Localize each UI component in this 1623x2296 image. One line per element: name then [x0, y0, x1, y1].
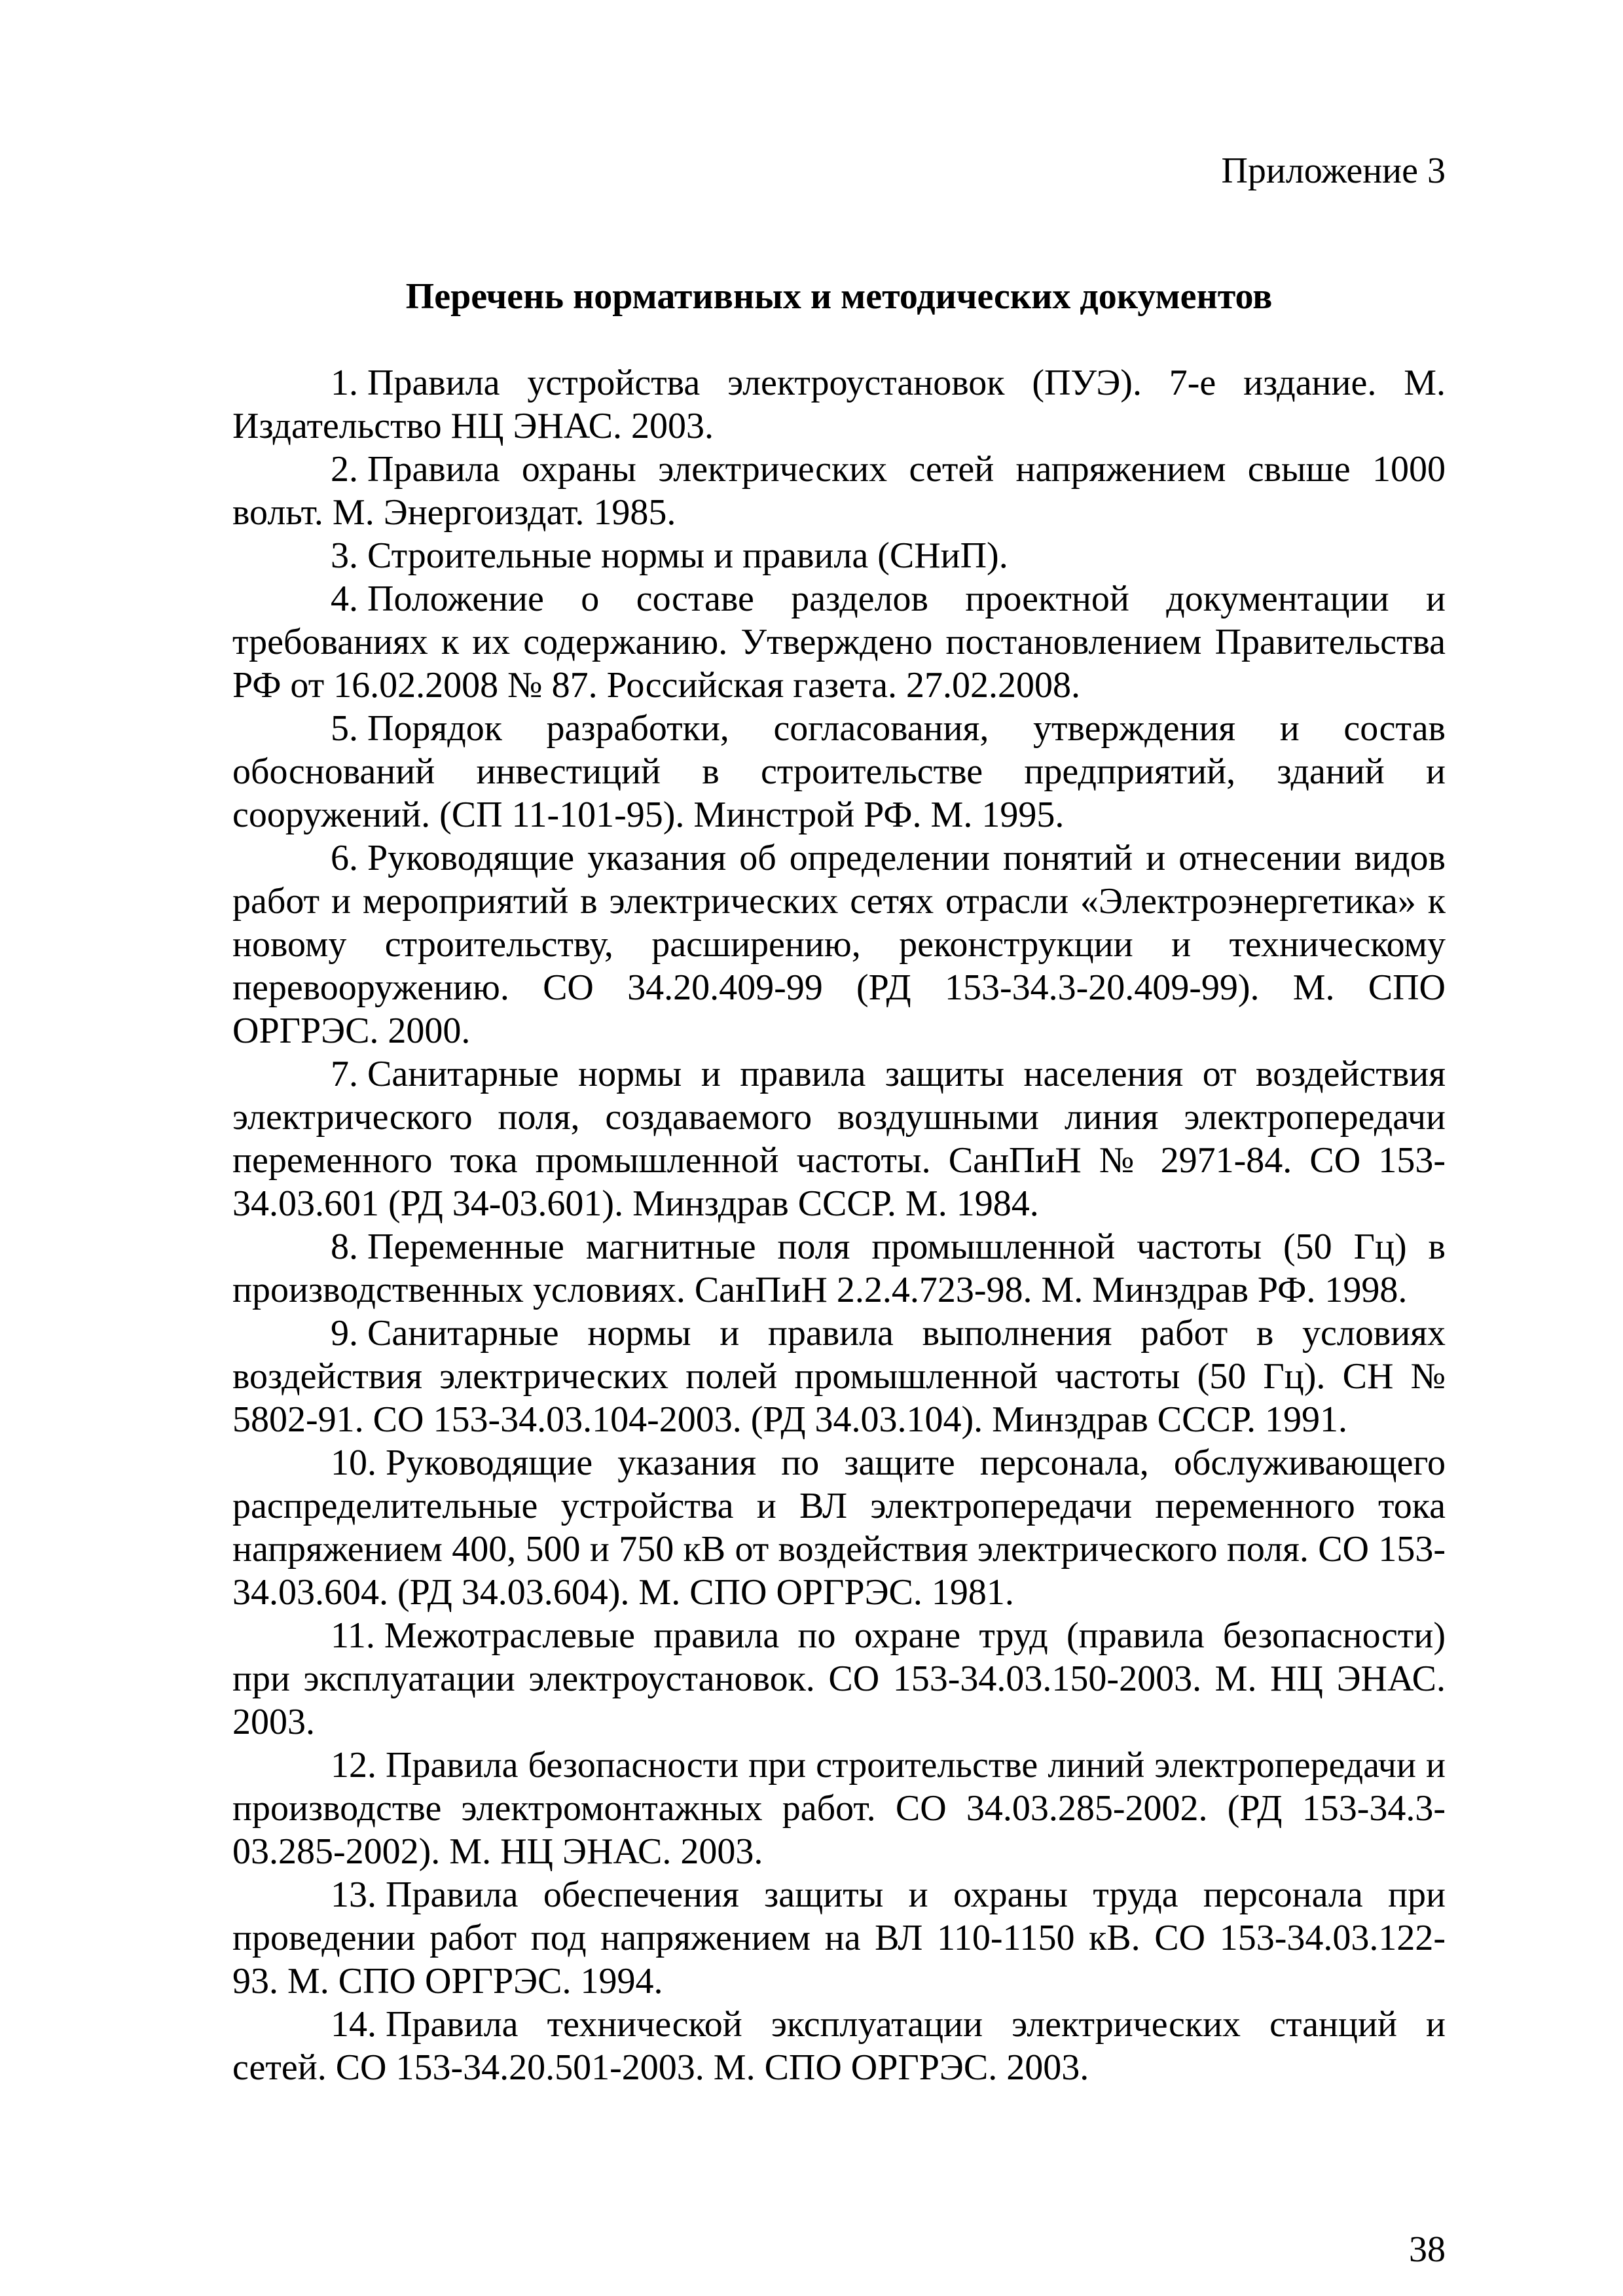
- list-item: [232, 1312, 1446, 1441]
- item-text: Руководящие указания об определении понятий и отнесении видов работ и мероприятий в электрических сетях отрасли «Электроэнергетика» к новому строительству, расширению, реконструкции и техническому перевооружению. СО 34.20.409-99 (РД 153-34.3-20.409-99). М. СПО ОРГРЭС. 2000.: [232, 838, 1446, 1051]
- item-number: 11.: [331, 1615, 375, 1656]
- item-text: Переменные магнитные поля промышленной частоты (50 Гц) в производственных условиях. СанПиН 2.2.4.723-98. М. Минздрав РФ. 1998.: [232, 1227, 1446, 1310]
- item-text: Межотраслевые правила по охране труд (правила безопасности) при эксплуатации электроустановок. СО 153-34.03.150-2003. М. НЦ ЭНАС. 2003.: [232, 1615, 1446, 1742]
- item-number: 9.: [331, 1313, 358, 1354]
- item-number: 5.: [331, 708, 358, 749]
- list-item: [232, 2003, 1446, 2089]
- document-list: [232, 361, 1446, 2089]
- item-text: Положение о составе разделов проектной документации и требованиях к их содержанию. Утверждено постановлением Правительства РФ от 16.02.2008 № 87. Российская газета. 27.02.2008.: [232, 579, 1446, 706]
- list-item: [232, 1744, 1446, 1873]
- list-item: [232, 836, 1446, 1052]
- page-title: Перечень нормативных и методических документов: [405, 276, 1273, 317]
- item-text: Санитарные нормы и правила защиты населения от воздействия электрического поля, создаваемого воздушными линия электропередачи переменного тока промышленной частоты. СанПиН № 2971-84. СО 153-34.03.601 (РД 34-03.601). Минздрав СССР. М. 1984.: [232, 1054, 1446, 1224]
- list-item: [232, 707, 1446, 836]
- item-number: 6.: [331, 838, 358, 878]
- list-item: [232, 1052, 1446, 1225]
- item-number: 3.: [331, 535, 358, 576]
- item-text: Строительные нормы и правила (СНиП).: [367, 535, 1008, 576]
- item-text: Санитарные нормы и правила выполнения работ в условиях воздействия электрических полей промышленной частоты (50 Гц). СН № 5802-91. СО 153-34.03.104-2003. (РД 34.03.104). Минздрав СССР. 1991.: [232, 1313, 1446, 1440]
- list-item: [232, 577, 1446, 707]
- item-number: 13.: [331, 1874, 376, 1915]
- list-item: [232, 1225, 1446, 1312]
- item-number: 12.: [331, 1745, 376, 1785]
- item-text: Правила обеспечения защиты и охраны труда персонала при проведении работ под напряжением на ВЛ 110-1150 кВ. СО 153-34.03.122-93. М. СПО ОРГРЭС. 1994.: [232, 1874, 1446, 2001]
- item-number: 4.: [331, 579, 358, 619]
- page-number: 38: [1409, 2229, 1446, 2270]
- list-item: [232, 361, 1446, 448]
- list-item: [232, 1873, 1446, 2003]
- item-number: 14.: [331, 2004, 376, 2045]
- item-number: 7.: [331, 1054, 358, 1094]
- list-item: [232, 534, 1446, 577]
- list-item: [232, 448, 1446, 534]
- item-text: Правила устройства электроустановок (ПУЭ). 7-е издание. М. Издательство НЦ ЭНАС. 2003.: [232, 363, 1446, 446]
- list-item: [232, 1614, 1446, 1744]
- item-number: 10.: [331, 1443, 376, 1483]
- item-number: 2.: [331, 449, 358, 490]
- item-number: 1.: [331, 363, 358, 403]
- item-text: Правила технической эксплуатации электрических станций и сетей. СО 153-34.20.501-2003. М. СПО ОРГРЭС. 2003.: [232, 2004, 1446, 2088]
- item-number: 8.: [331, 1227, 358, 1267]
- item-text: Правила охраны электрических сетей напряжением свыше 1000 вольт. М. Энергоиздат. 1985.: [232, 449, 1446, 533]
- item-text: Руководящие указания по защите персонала, обслуживающего распределительные устройства и ВЛ электропередачи переменного тока напряжением 400, 500 и 750 кВ от воздействия электрического поля. СО 153-34.03.604. (РД 34.03.604). М. СПО ОРГРЭС. 1981.: [232, 1443, 1446, 1613]
- list-item: [232, 1441, 1446, 1614]
- appendix-label: Приложение 3: [1221, 151, 1446, 191]
- item-text: Порядок разработки, согласования, утверждения и состав обоснований инвестиций в строительстве предприятий, зданий и сооружений. (СП 11-101-95). Минстрой РФ. М. 1995.: [232, 708, 1446, 835]
- item-text: Правила безопасности при строительстве линий электропередачи и производстве электромонтажных работ. СО 34.03.285-2002. (РД 153-34.3-03.285-2002). М. НЦ ЭНАС. 2003.: [232, 1745, 1446, 1872]
